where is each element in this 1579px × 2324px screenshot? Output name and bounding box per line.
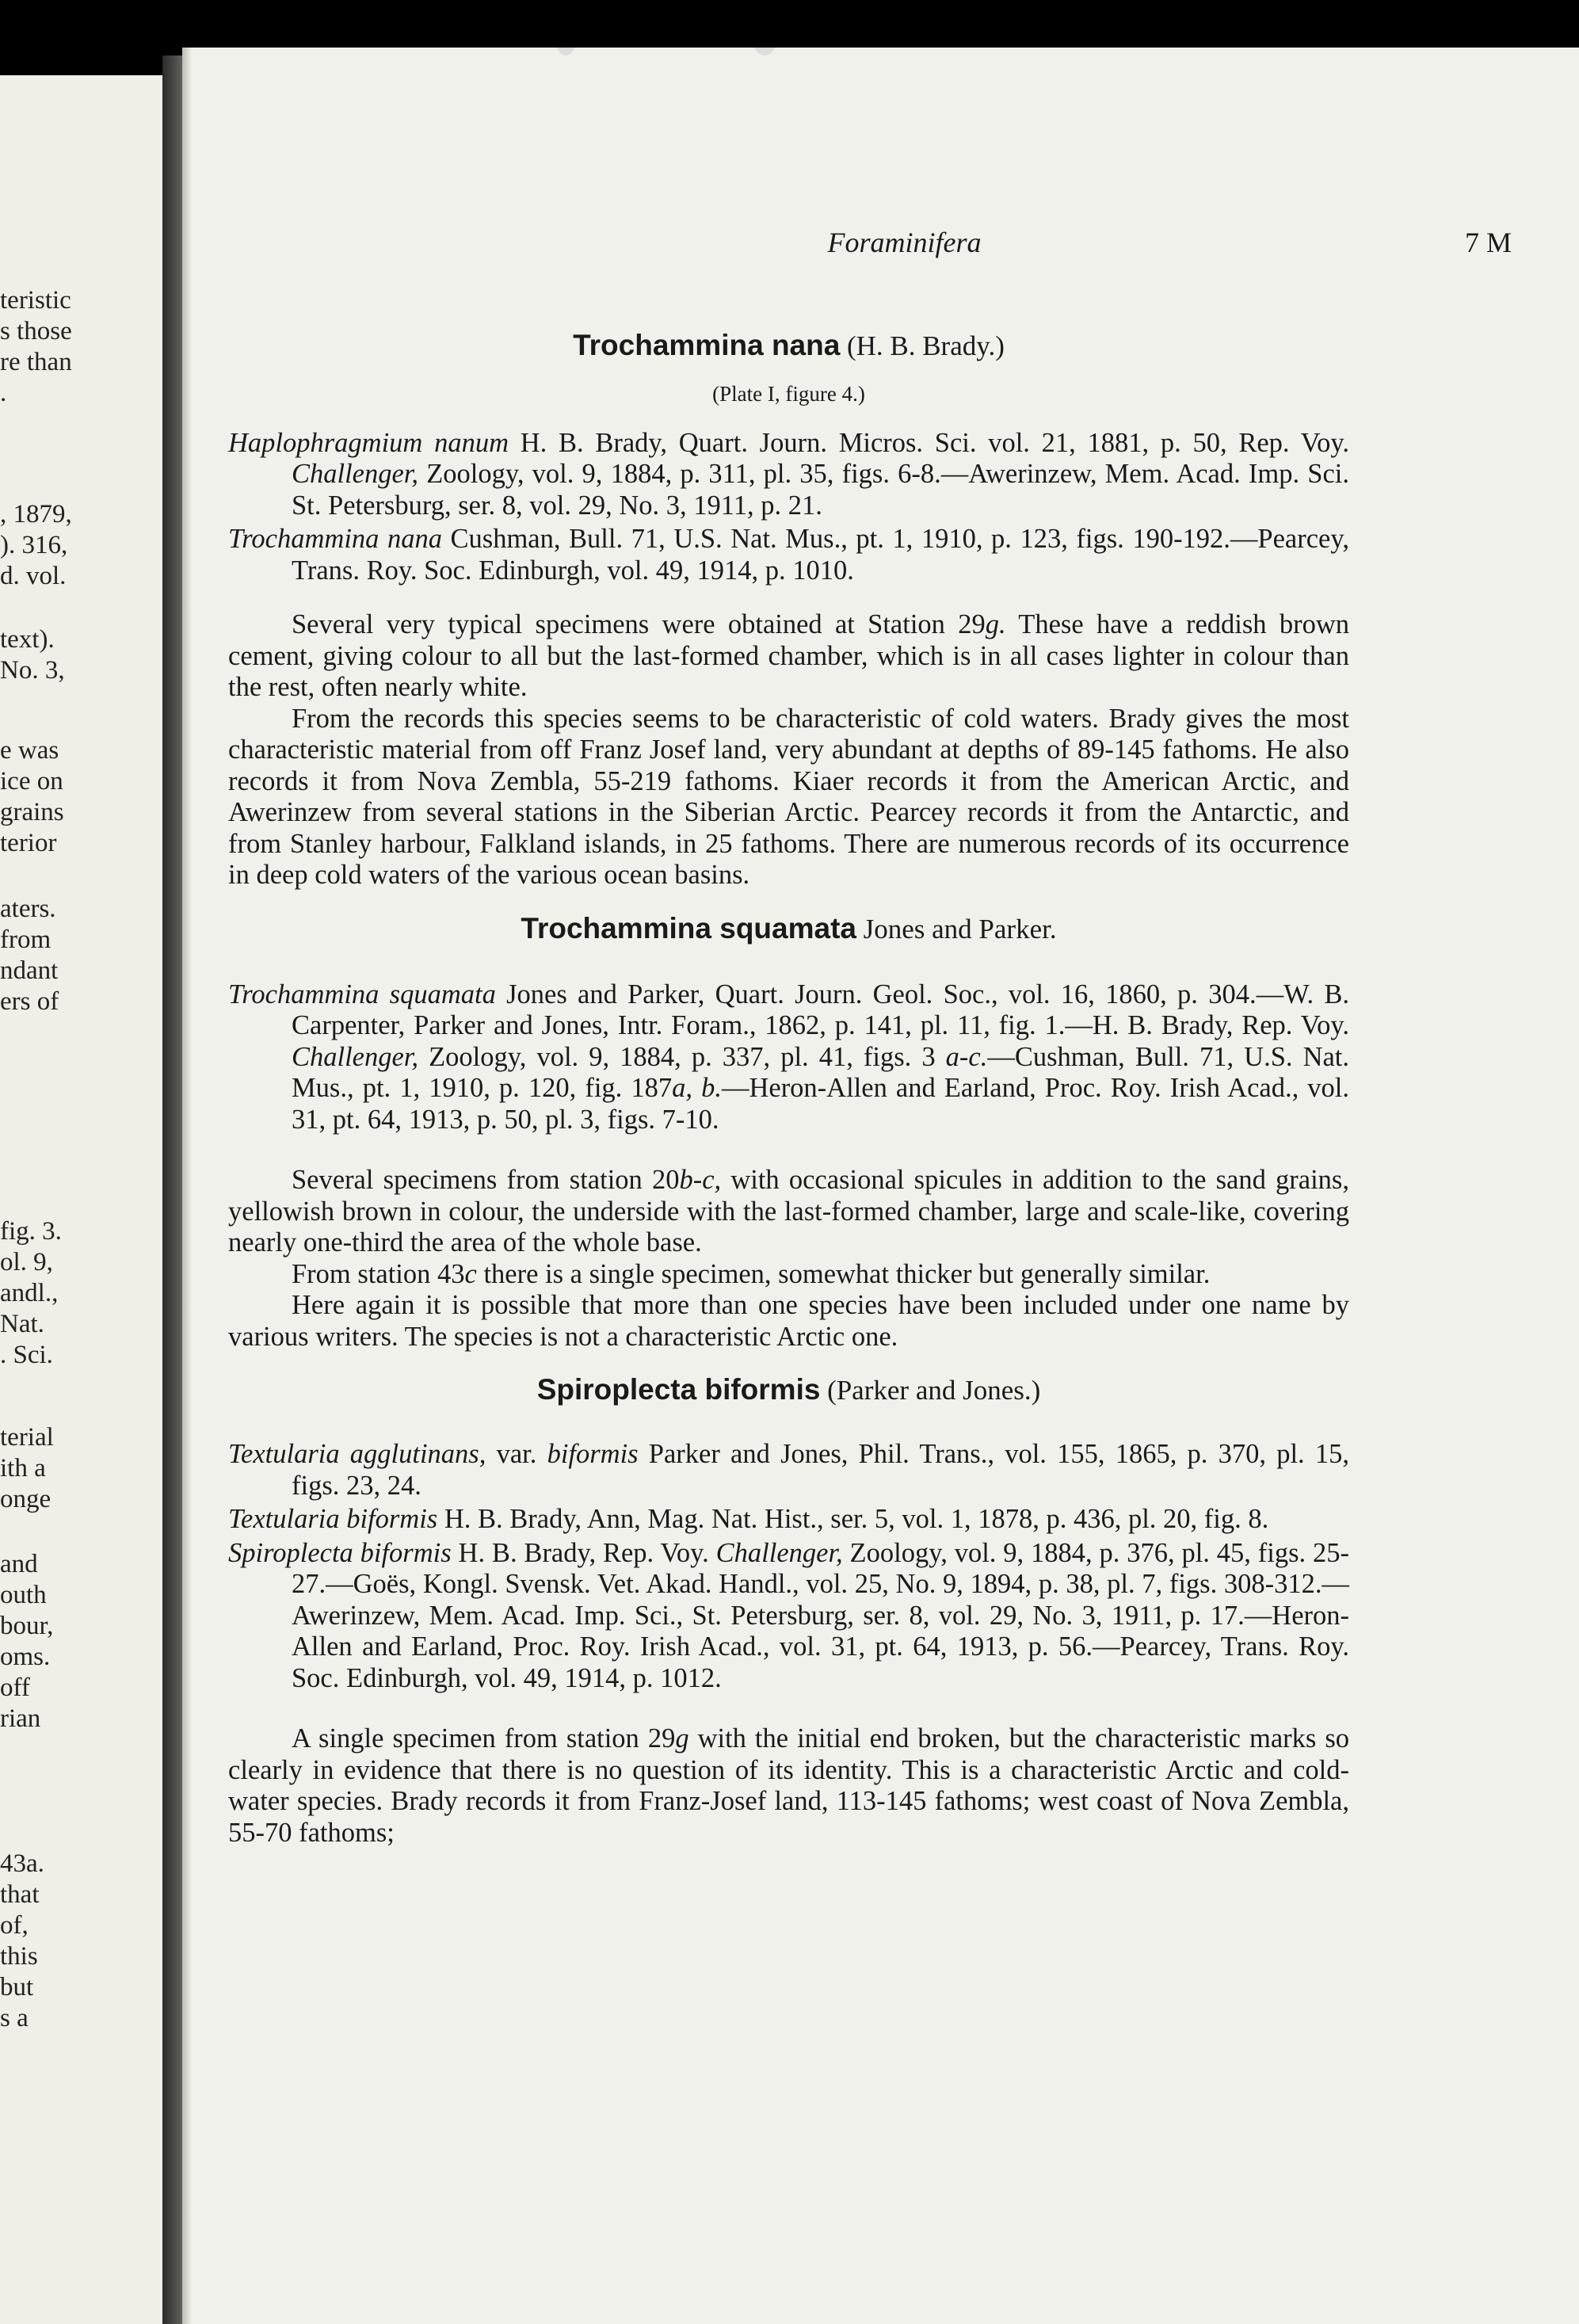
facing-page-fragment: s a: [0, 2004, 29, 2032]
facing-page-fragment: that: [0, 1880, 40, 1909]
facing-page-fragment: ith a: [0, 1454, 46, 1483]
species-name: Spiroplecta biformis: [536, 1373, 821, 1406]
species-name: Trochammina squamata: [521, 911, 856, 944]
synonym-reference-italic: biformis: [547, 1439, 639, 1469]
facing-page-fragment: grains: [0, 798, 64, 826]
synonym-reference: var.: [486, 1439, 547, 1469]
facing-page-fragment: fig. 3.: [0, 1217, 62, 1246]
paragraph-text: Several specimens from station 20: [292, 1165, 680, 1195]
synonym-reference: Zoology, vol. 9, 1884, p. 311, pl. 35, figs. 6-8.—Awerinzew, Mem. Acad. Imp. Sci. St. Petersburg, ser. 8, vol. 29, No. 3, 1911, p. 21.: [292, 459, 1349, 521]
facing-page-fragment: teristic: [0, 286, 71, 315]
facing-page-fragment: ndant: [0, 956, 59, 985]
facing-page-fragment: Nat.: [0, 1310, 44, 1338]
synonymy-entry: [228, 1538, 1349, 1695]
facing-page-fragment: and: [0, 1550, 38, 1578]
facing-page-fragment: aters.: [0, 895, 56, 923]
synonymy-entry: [228, 1439, 1349, 1502]
paragraph-text: with the initial end broken, but the characteristic marks so clearly in evidence that there is no question of its identity. This is a characteristic Arctic and cold-water species. Brady records it from Franz-Josef land, 113-145 fathoms; west coast of Nova Zembla, 55-70 fathoms;: [228, 1723, 1349, 1848]
facing-page-fragment: ol. 9,: [0, 1248, 53, 1276]
synonym-reference: —Cushman, Bull. 71, U.S. Nat. Mus., pt. 1, 1910, p. 120, fig. 187: [292, 1041, 1350, 1103]
facing-page-fragment: terial: [0, 1423, 54, 1452]
facing-page-fragment: andl.,: [0, 1279, 59, 1307]
synonym-reference-italic: Challenger,: [292, 1041, 419, 1072]
facing-page-fragment: e was: [0, 736, 59, 765]
paragraph-text-italic: c: [464, 1258, 477, 1289]
synonym-reference-italic: Challenger,: [715, 1537, 843, 1568]
scan-mark: [555, 48, 577, 55]
facing-page-fragment: , 1879,: [0, 500, 72, 529]
synonym-reference: —Heron-Allen and Earland, Proc. Roy. Irish Acad., vol. 31, pt. 64, 1913, p. 50, pl. 3, figs. 7-10.: [292, 1073, 1349, 1135]
page-content: [228, 329, 1349, 1849]
facing-page: [0, 75, 162, 2324]
synonym-reference-italic: a-c.: [945, 1041, 988, 1072]
species-name: Trochammina nana: [573, 329, 841, 361]
species-heading: [228, 1373, 1349, 1407]
species-heading: [228, 912, 1349, 946]
facing-page-fragment: ers of: [0, 987, 59, 1016]
synonym-reference: Cushman, Bull. 71, U.S. Nat. Mus., pt. 1, 1910, p. 123, figs. 190-192.—Pearcey, Trans. Roy. Soc. Edinburgh, vol. 49, 1914, p. 1010.: [292, 524, 1349, 586]
synonym-reference: H. B. Brady, Rep. Voy.: [451, 1537, 716, 1568]
paragraph-text: with occasional spicules in addition to the sand grains, yellowish brown in colour, the underside with the last-formed chamber, large and scale-like, covering nearly one-third the area of the whole base.: [228, 1165, 1349, 1257]
page-number: 7 M: [1464, 227, 1512, 258]
facing-page-fragment: rian: [0, 1704, 41, 1733]
plate-reference: (Plate I, figure 4.): [712, 382, 865, 406]
facing-page-fragment: .: [0, 379, 7, 407]
body-paragraph: Here again it is possible that more than one species have been included under one name by various writers. The species is not a characteristic Arctic one.: [228, 1290, 1349, 1352]
running-head: Foraminifera: [827, 227, 982, 258]
synonym-reference-italic: Challenger,: [292, 459, 419, 489]
synonym-reference: Parker and Jones, Phil. Trans., vol. 155, 1865, p. 370, pl. 15, figs. 23, 24.: [292, 1439, 1350, 1501]
book-page: [182, 48, 1579, 2324]
facing-page-fragment: onge: [0, 1485, 51, 1513]
facing-page-fragment: terior: [0, 829, 57, 857]
facing-page-fragment: but: [0, 1973, 34, 2002]
paragraph-text-italic: g.: [985, 609, 1006, 639]
body-paragraph: [228, 609, 1349, 704]
scan-mark: [751, 48, 778, 55]
species-author: (Parker and Jones.): [827, 1375, 1041, 1406]
synonym-name: Trochammina squamata: [228, 979, 496, 1009]
synonym-name: Textularia agglutinans,: [228, 1439, 486, 1469]
facing-page-fragment: off: [0, 1673, 30, 1702]
species-author: (H. B. Brady.): [846, 330, 1005, 361]
facing-page-fragment: 43a.: [0, 1849, 44, 1878]
synonym-reference: Zoology, vol. 9, 1884, p. 337, pl. 41, figs. 3: [418, 1041, 946, 1072]
facing-page-fragment: from: [0, 925, 51, 954]
paragraph-text: From station 43: [292, 1258, 465, 1289]
synonym-name: Textularia biformis: [228, 1504, 438, 1534]
synonymy-entry: [228, 524, 1349, 586]
facing-page-fragment: d. vol.: [0, 562, 67, 590]
facing-page-fragment: of,: [0, 1911, 29, 1940]
synonymy-entry: [228, 979, 1349, 1136]
synonym-name: Haplophragmium nanum: [228, 427, 509, 458]
facing-page-fragment: No. 3,: [0, 656, 65, 685]
paragraph-text: These have a reddish brown cement, giving colour to all but the last-formed chamber, which is in all cases lighter in colour than the rest, often nearly white.: [228, 609, 1349, 702]
species-author: Jones and Parker.: [863, 913, 1057, 944]
synonymy-entry: [228, 428, 1349, 522]
paragraph-text: there is a single specimen, somewhat thicker but generally similar.: [476, 1258, 1211, 1289]
body-paragraph: [228, 1723, 1349, 1849]
facing-page-fragment: outh: [0, 1581, 47, 1609]
facing-page-fragment: re than: [0, 348, 72, 376]
synonym-reference: H. B. Brady, Ann, Mag. Nat. Hist., ser. 5, vol. 1, 1878, p. 436, pl. 20, fig. 8.: [437, 1504, 1269, 1534]
synonym-reference: Jones and Parker, Quart. Journ. Geol. Soc., vol. 16, 1860, p. 304.—W. B. Carpenter, Parker and Jones, Intr. Foram., 1862, p. 141, pl. 11, fig. 1.—H. B. Brady, Rep. Voy.: [292, 979, 1349, 1040]
body-paragraph: [228, 1259, 1349, 1291]
synonymy-entry: [228, 1504, 1349, 1536]
facing-page-fragment: text).: [0, 625, 55, 654]
synonym-reference: Zoology, vol. 9, 1884, p. 376, pl. 45, figs. 25-27.—Goës, Kongl. Svensk. Vet. Akad. Handl., vol. 25, No. 9, 1894, p. 38, pl. 7, figs. 308-312.—Awerinzew, Mem. Acad. Imp. Sci., St. Petersburg, ser. 8, vol. 29, No. 3, 1911, p. 17.—Heron-Allen and Earland, Proc. Roy. Irish Acad., vol. 31, pt. 64, 1913, p. 56.—Pearcey, Trans. Roy. Soc. Edinburgh, vol. 49, 1914, p. 1012.: [292, 1537, 1349, 1693]
body-paragraph: From the records this species seems to be characteristic of cold waters. Brady gives the most characteristic material from off Franz Josef land, very abundant at depths of 89-145 fathoms. He also records it from Nova Zembla, 55-219 fathoms. Kiaer records it from the American Arctic, and Awerinzew from several stations in the Siberian Arctic. Pearcey records it from the Antarctic, and from Stanley harbour, Falkland islands, in 25 fathoms. There are numerous records of its occurrence in deep cold waters of the various ocean basins.: [228, 703, 1349, 890]
synonym-reference-italic: a, b.: [672, 1073, 722, 1103]
facing-page-fragment: bour,: [0, 1612, 54, 1640]
page-header: [182, 226, 1579, 273]
facing-page-fragment: oms.: [0, 1643, 51, 1671]
body-paragraph: [228, 1165, 1349, 1259]
facing-page-fragment: ice on: [0, 767, 63, 796]
facing-page-fragment: s those: [0, 317, 72, 345]
synonym-reference: H. B. Brady, Quart. Journ. Micros. Sci. vol. 21, 1881, p. 50, Rep. Voy.: [508, 427, 1349, 458]
paragraph-text: A single specimen from station 29: [292, 1723, 676, 1753]
synonym-name: Trochammina nana: [228, 524, 442, 554]
paragraph-text-italic: g: [675, 1723, 689, 1753]
facing-page-fragment: ). 316,: [0, 531, 68, 559]
paragraph-text-italic: b-c,: [679, 1165, 722, 1195]
facing-page-fragment: . Sci.: [0, 1341, 53, 1369]
facing-page-fragment: this: [0, 1942, 38, 1971]
species-heading: [228, 329, 1349, 363]
paragraph-text: Several very typical specimens were obtained at Station 29: [292, 609, 986, 639]
synonym-name: Spiroplecta biformis: [228, 1537, 452, 1568]
